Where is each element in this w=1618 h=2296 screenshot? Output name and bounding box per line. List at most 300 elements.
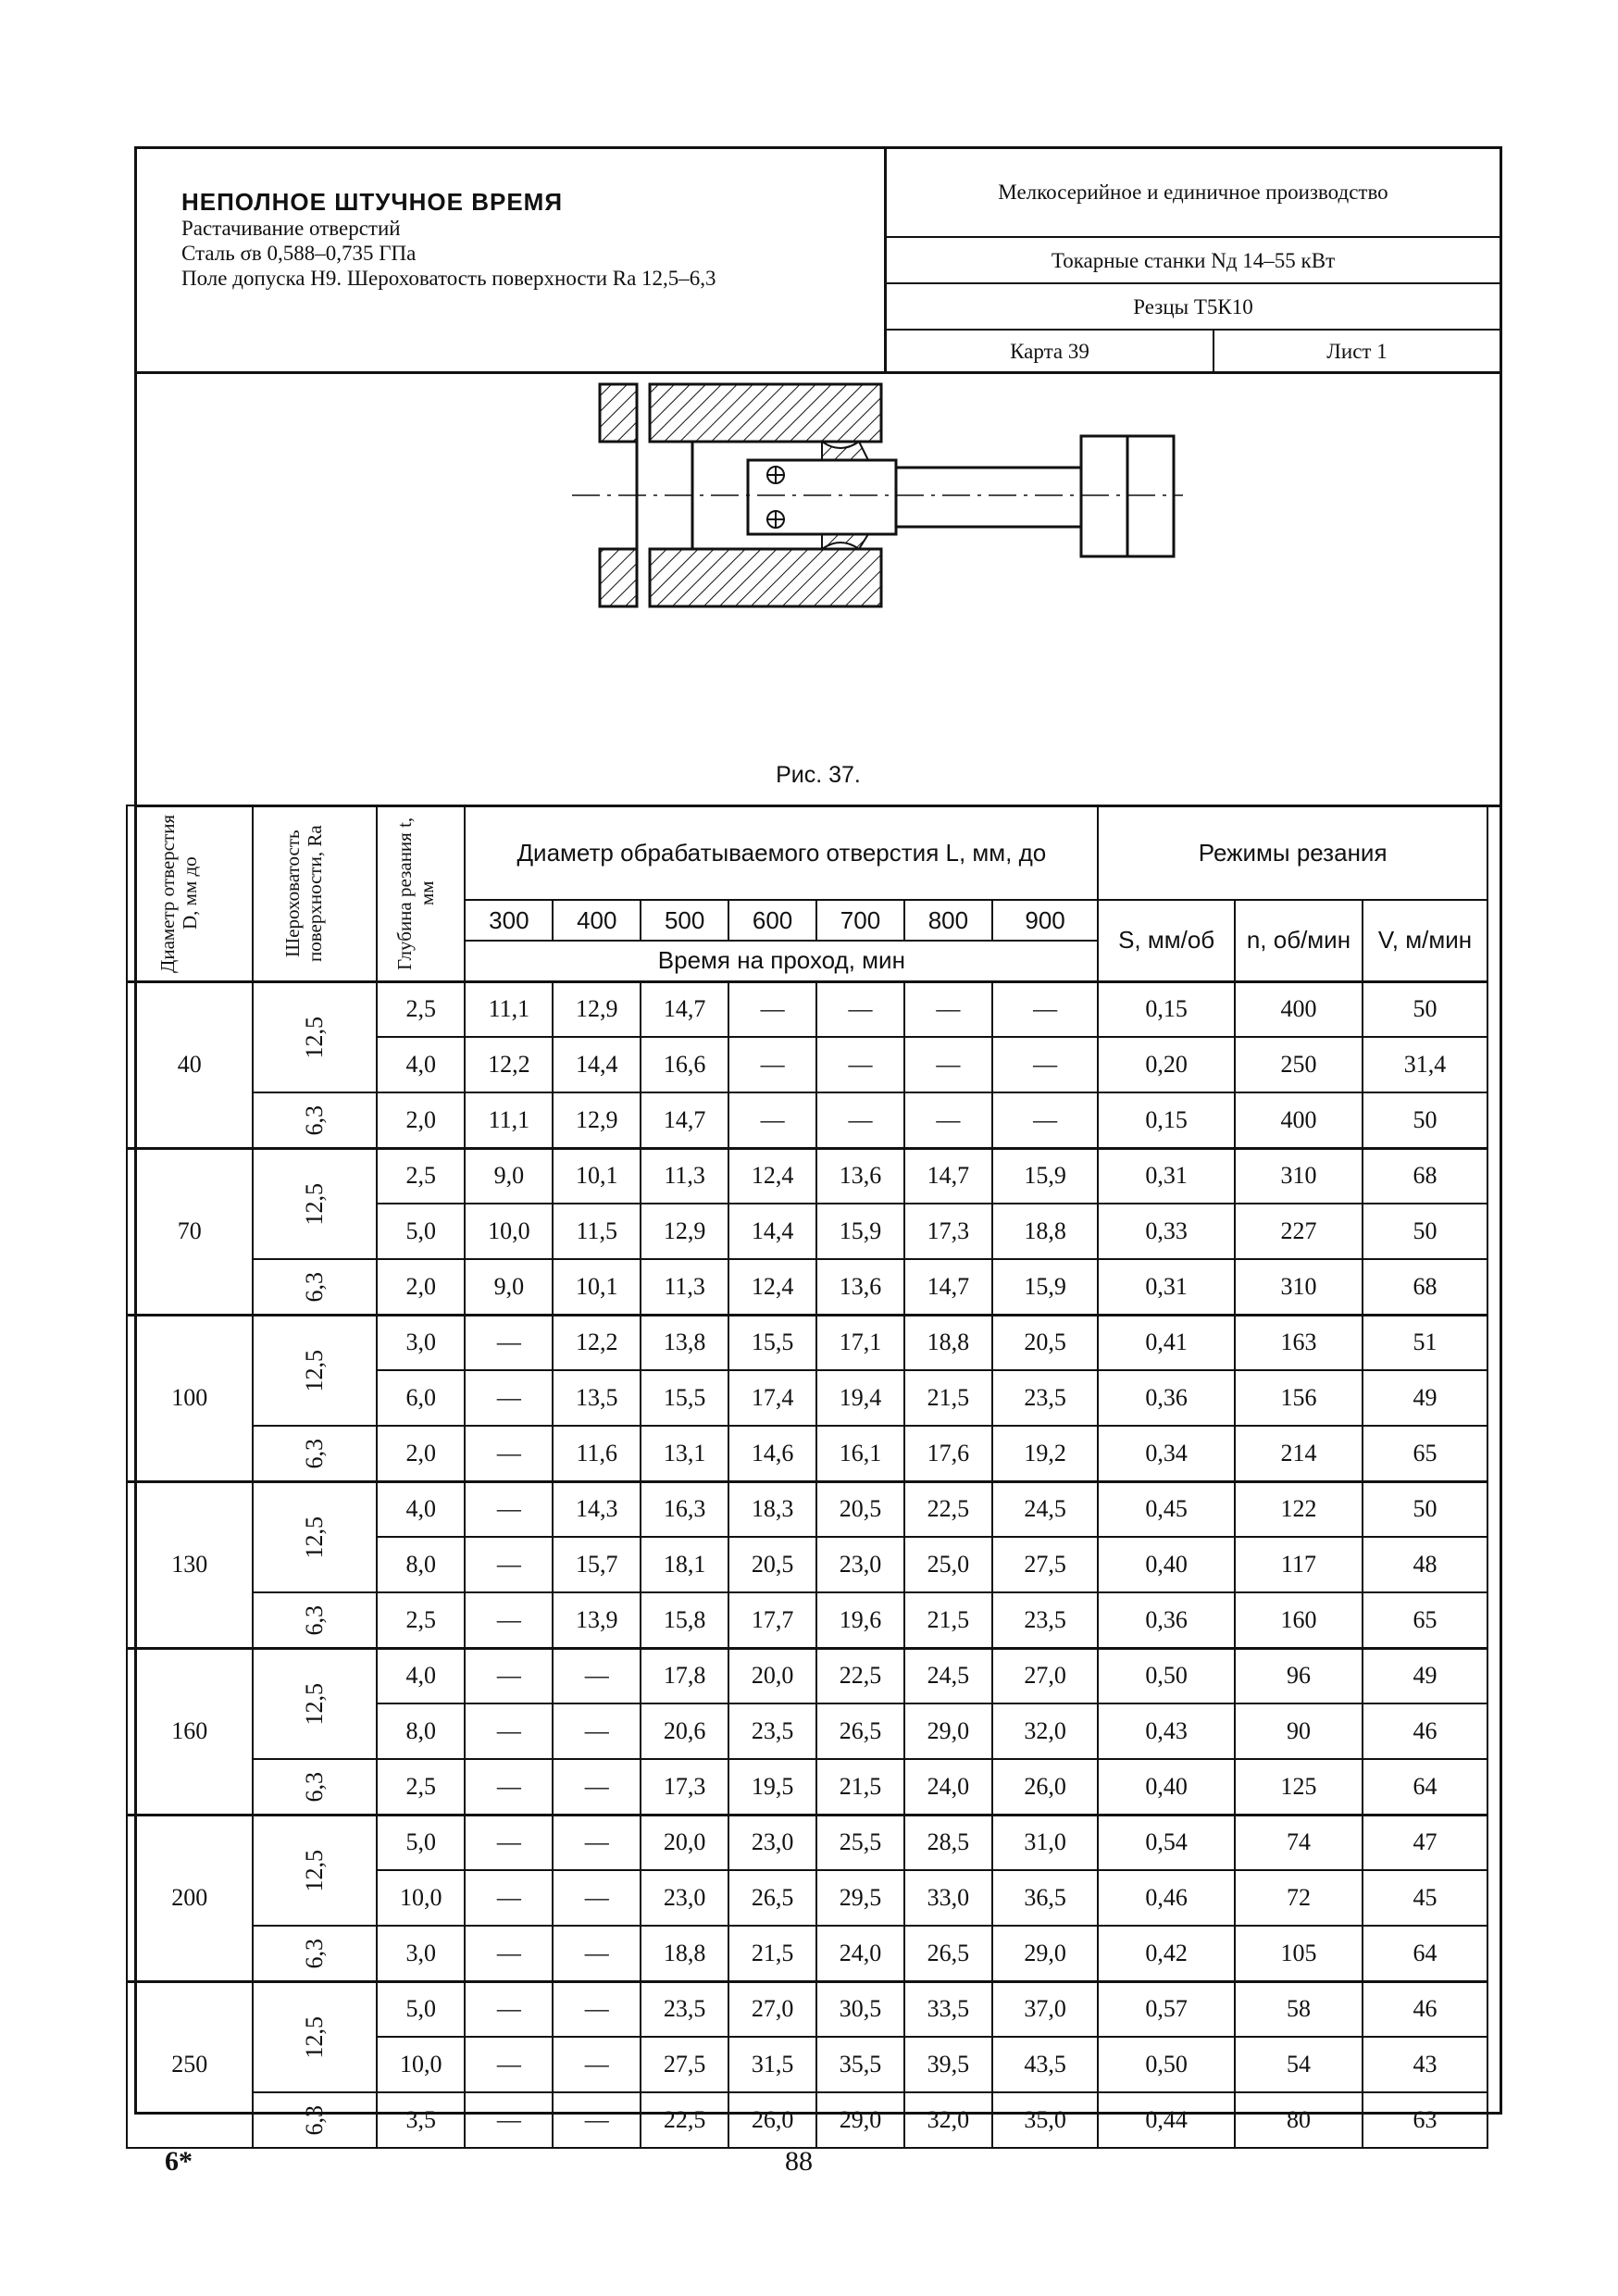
time-cell: 21,5 bbox=[816, 1759, 904, 1815]
feed-cell: 0,57 bbox=[1098, 1981, 1235, 2037]
time-cell: 17,4 bbox=[728, 1370, 816, 1426]
time-cell: 36,5 bbox=[992, 1870, 1098, 1926]
time-cell: — bbox=[553, 1703, 641, 1759]
header-s: S, мм/об bbox=[1098, 900, 1235, 981]
header-time: Время на проход, мин bbox=[465, 941, 1098, 981]
time-cell: 26,5 bbox=[816, 1703, 904, 1759]
time-cell: 17,7 bbox=[728, 1592, 816, 1648]
feed-cell: 0,31 bbox=[1098, 1148, 1235, 1204]
roughness-cell bbox=[253, 1815, 378, 1926]
roughness-cell bbox=[253, 1148, 378, 1259]
time-cell: — bbox=[553, 1926, 641, 1981]
velocity-cell: 31,4 bbox=[1363, 1037, 1487, 1092]
feed-cell: 0,46 bbox=[1098, 1870, 1235, 1926]
speed-rpm-cell: 80 bbox=[1235, 2092, 1363, 2148]
time-cell: — bbox=[553, 1870, 641, 1926]
time-cell: 26,0 bbox=[728, 2092, 816, 2148]
time-cell: 24,0 bbox=[816, 1926, 904, 1981]
feed-cell: 0,34 bbox=[1098, 1426, 1235, 1481]
time-cell: 13,8 bbox=[641, 1315, 728, 1370]
time-cell: 27,0 bbox=[992, 1648, 1098, 1703]
bar-holder bbox=[1081, 436, 1127, 556]
feed-cell: 0,45 bbox=[1098, 1481, 1235, 1537]
time-cell: 14,6 bbox=[728, 1426, 816, 1481]
time-cell: 14,7 bbox=[641, 1092, 728, 1148]
time-cell: — bbox=[992, 1092, 1098, 1148]
time-cell: 16,6 bbox=[641, 1037, 728, 1092]
time-cell: — bbox=[465, 1759, 553, 1815]
velocity-cell: 50 bbox=[1363, 1481, 1487, 1537]
feed-cell: 0,44 bbox=[1098, 2092, 1235, 2148]
workpiece-top-wall bbox=[650, 384, 881, 442]
speed-rpm-cell: 227 bbox=[1235, 1204, 1363, 1259]
time-cell: 10,0 bbox=[465, 1204, 553, 1259]
table-row bbox=[127, 1092, 1487, 1148]
roughness-value: 12,5 bbox=[300, 1016, 328, 1058]
diameter-cell: 70 bbox=[127, 1148, 253, 1315]
time-cell: — bbox=[992, 1037, 1098, 1092]
depth-cell: 6,0 bbox=[377, 1370, 465, 1426]
time-cell: 31,5 bbox=[728, 2037, 816, 2092]
feed-cell: 0,42 bbox=[1098, 1926, 1235, 1981]
feed-cell: 0,31 bbox=[1098, 1259, 1235, 1315]
header-length-700: 700 bbox=[816, 900, 904, 941]
boring-head bbox=[748, 460, 896, 534]
figure-area bbox=[137, 371, 1500, 807]
time-cell: — bbox=[904, 981, 992, 1037]
time-cell: — bbox=[465, 2037, 553, 2092]
time-cell: 9,0 bbox=[465, 1148, 553, 1204]
depth-cell: 5,0 bbox=[377, 1981, 465, 2037]
roughness-value: 12,5 bbox=[300, 2015, 328, 2058]
time-cell: 25,5 bbox=[816, 1815, 904, 1870]
velocity-cell: 63 bbox=[1363, 2092, 1487, 2148]
time-cell: — bbox=[816, 1092, 904, 1148]
cutter-bottom bbox=[822, 534, 868, 549]
table-row bbox=[127, 1926, 1487, 1981]
time-cell: 15,9 bbox=[992, 1259, 1098, 1315]
chuck-top bbox=[600, 384, 637, 442]
time-cell: 13,5 bbox=[553, 1370, 641, 1426]
time-cell: 19,2 bbox=[992, 1426, 1098, 1481]
time-cell: 31,0 bbox=[992, 1815, 1098, 1870]
speed-rpm-cell: 310 bbox=[1235, 1259, 1363, 1315]
time-cell: 12,4 bbox=[728, 1148, 816, 1204]
time-cell: — bbox=[465, 1648, 553, 1703]
time-cell: 21,5 bbox=[904, 1592, 992, 1648]
velocity-cell: 50 bbox=[1363, 1204, 1487, 1259]
time-cell: 23,0 bbox=[728, 1815, 816, 1870]
table-row bbox=[127, 1259, 1487, 1315]
speed-rpm-cell: 72 bbox=[1235, 1870, 1363, 1926]
time-cell: 12,2 bbox=[465, 1037, 553, 1092]
feed-cell: 0,40 bbox=[1098, 1759, 1235, 1815]
workpiece-bottom-wall bbox=[650, 549, 881, 606]
time-cell: 20,0 bbox=[728, 1648, 816, 1703]
cutter-top bbox=[822, 442, 868, 460]
time-cell: 27,0 bbox=[728, 1981, 816, 2037]
velocity-cell: 46 bbox=[1363, 1981, 1487, 2037]
header-length-900: 900 bbox=[992, 900, 1098, 941]
time-cell: — bbox=[816, 1037, 904, 1092]
time-cell: 20,5 bbox=[816, 1481, 904, 1537]
diameter-cell: 250 bbox=[127, 1981, 253, 2148]
time-cell: — bbox=[465, 1370, 553, 1426]
time-cell: 12,9 bbox=[641, 1204, 728, 1259]
time-cell: — bbox=[553, 1981, 641, 2037]
page-mark: 6* bbox=[165, 2146, 193, 2177]
production-type-cell bbox=[887, 149, 1500, 238]
header-length-300: 300 bbox=[465, 900, 553, 941]
depth-cell: 2,5 bbox=[377, 1148, 465, 1204]
time-cell: 32,0 bbox=[992, 1703, 1098, 1759]
table-row bbox=[127, 1592, 1487, 1648]
roughness-value: 12,5 bbox=[300, 1849, 328, 1891]
feed-cell: 0,43 bbox=[1098, 1703, 1235, 1759]
time-cell: 11,6 bbox=[553, 1426, 641, 1481]
feed-cell: 0,36 bbox=[1098, 1370, 1235, 1426]
header-roughness: Шероховатость поверхности, Ra bbox=[253, 805, 378, 981]
page-number: 88 bbox=[785, 2146, 813, 2177]
depth-cell: 2,5 bbox=[377, 1759, 465, 1815]
time-cell: 29,0 bbox=[992, 1926, 1098, 1981]
velocity-cell: 47 bbox=[1363, 1815, 1487, 1870]
speed-rpm-cell: 58 bbox=[1235, 1981, 1363, 2037]
depth-cell: 2,0 bbox=[377, 1426, 465, 1481]
time-cell: 15,7 bbox=[553, 1537, 641, 1592]
velocity-cell: 49 bbox=[1363, 1648, 1487, 1703]
depth-cell: 10,0 bbox=[377, 1870, 465, 1926]
table-row bbox=[127, 1481, 1487, 1537]
roughness-value: 6,3 bbox=[300, 1938, 328, 1968]
time-cell: — bbox=[904, 1037, 992, 1092]
velocity-cell: 68 bbox=[1363, 1148, 1487, 1204]
time-cell: 21,5 bbox=[728, 1926, 816, 1981]
speed-rpm-cell: 400 bbox=[1235, 1092, 1363, 1148]
time-cell: 33,5 bbox=[904, 1981, 992, 2037]
time-cell: 9,0 bbox=[465, 1259, 553, 1315]
card-header bbox=[137, 149, 1500, 374]
header-conditions bbox=[887, 149, 1500, 371]
roughness-value: 12,5 bbox=[300, 1516, 328, 1558]
time-cell: 33,0 bbox=[904, 1870, 992, 1926]
table-row bbox=[127, 1648, 1487, 1703]
time-cell: 15,5 bbox=[641, 1370, 728, 1426]
roughness-cell bbox=[253, 1759, 378, 1815]
time-cell: 17,6 bbox=[904, 1426, 992, 1481]
time-cell: 11,3 bbox=[641, 1148, 728, 1204]
time-cell: — bbox=[465, 1981, 553, 2037]
header-diameter: Диаметр отверстия D, мм до bbox=[127, 805, 253, 981]
time-cell: 12,9 bbox=[553, 1092, 641, 1148]
time-cell: — bbox=[465, 1926, 553, 1981]
time-cell: 23,5 bbox=[728, 1703, 816, 1759]
header-description bbox=[137, 149, 887, 371]
time-cell: 12,2 bbox=[553, 1315, 641, 1370]
velocity-cell: 51 bbox=[1363, 1315, 1487, 1370]
time-cell: 13,6 bbox=[816, 1259, 904, 1315]
time-cell: 20,5 bbox=[728, 1537, 816, 1592]
time-cell: 22,5 bbox=[904, 1481, 992, 1537]
time-cell: — bbox=[465, 1426, 553, 1481]
time-cell: — bbox=[553, 1815, 641, 1870]
table-row bbox=[127, 1426, 1487, 1481]
time-cell: — bbox=[465, 2092, 553, 2148]
time-cell: — bbox=[816, 981, 904, 1037]
roughness-value: 12,5 bbox=[300, 1182, 328, 1225]
feed-cell: 0,41 bbox=[1098, 1315, 1235, 1370]
speed-rpm-cell: 156 bbox=[1235, 1370, 1363, 1426]
header-length-group: Диаметр обрабатываемого отверстия L, мм, до bbox=[465, 805, 1098, 900]
roughness-cell bbox=[253, 1092, 378, 1148]
velocity-cell: 46 bbox=[1363, 1703, 1487, 1759]
roughness-value: 6,3 bbox=[300, 1771, 328, 1802]
material-spec: Сталь σв 0,588–0,735 ГПа bbox=[181, 242, 417, 265]
roughness-cell bbox=[253, 1315, 378, 1426]
header-v: V, м/мин bbox=[1363, 900, 1487, 981]
table-row bbox=[127, 1981, 1487, 2037]
velocity-cell: 43 bbox=[1363, 2037, 1487, 2092]
velocity-cell: 48 bbox=[1363, 1537, 1487, 1592]
speed-rpm-cell: 96 bbox=[1235, 1648, 1363, 1703]
depth-cell: 10,0 bbox=[377, 2037, 465, 2092]
roughness-cell bbox=[253, 1981, 378, 2092]
header-length-800: 800 bbox=[904, 900, 992, 941]
diameter-cell: 200 bbox=[127, 1815, 253, 1981]
time-cell: 32,0 bbox=[904, 2092, 992, 2148]
time-cell: 15,9 bbox=[992, 1148, 1098, 1204]
feed-cell: 0,20 bbox=[1098, 1037, 1235, 1092]
card-title: НЕПОЛНОЕ ШТУЧНОЕ ВРЕМЯ bbox=[181, 188, 564, 216]
velocity-cell: 45 bbox=[1363, 1870, 1487, 1926]
speed-rpm-cell: 214 bbox=[1235, 1426, 1363, 1481]
table-row bbox=[127, 1148, 1487, 1204]
time-cell: 12,9 bbox=[553, 981, 641, 1037]
time-cell: 37,0 bbox=[992, 1981, 1098, 2037]
depth-cell: 2,0 bbox=[377, 1259, 465, 1315]
time-cell: 23,0 bbox=[641, 1870, 728, 1926]
speed-rpm-cell: 160 bbox=[1235, 1592, 1363, 1648]
roughness-cell bbox=[253, 1481, 378, 1592]
depth-cell: 5,0 bbox=[377, 1204, 465, 1259]
time-cell: — bbox=[465, 1592, 553, 1648]
feed-cell: 0,40 bbox=[1098, 1537, 1235, 1592]
roughness-cell bbox=[253, 1259, 378, 1315]
feed-cell: 0,33 bbox=[1098, 1204, 1235, 1259]
time-cell: — bbox=[553, 1648, 641, 1703]
time-cell: 18,8 bbox=[641, 1926, 728, 1981]
time-cell: — bbox=[728, 981, 816, 1037]
time-cell: 16,1 bbox=[816, 1426, 904, 1481]
time-cell: 24,0 bbox=[904, 1759, 992, 1815]
time-cell: 17,1 bbox=[816, 1315, 904, 1370]
table-row bbox=[127, 1315, 1487, 1370]
production-type: Мелкосерийное и единичное производство bbox=[998, 181, 1388, 204]
velocity-cell: 68 bbox=[1363, 1259, 1487, 1315]
time-cell: — bbox=[728, 1037, 816, 1092]
time-cell: — bbox=[992, 981, 1098, 1037]
time-cell: 39,5 bbox=[904, 2037, 992, 2092]
card-number: Карта 39 bbox=[1010, 340, 1089, 363]
feed-cell: 0,15 bbox=[1098, 1092, 1235, 1148]
depth-cell: 2,5 bbox=[377, 981, 465, 1037]
time-cell: 15,8 bbox=[641, 1592, 728, 1648]
velocity-cell: 65 bbox=[1363, 1592, 1487, 1648]
depth-cell: 2,0 bbox=[377, 1092, 465, 1148]
time-cell: 35,0 bbox=[992, 2092, 1098, 2148]
time-cell: 14,7 bbox=[641, 981, 728, 1037]
time-cell: 19,5 bbox=[728, 1759, 816, 1815]
time-cell: — bbox=[728, 1092, 816, 1148]
time-cell: 19,4 bbox=[816, 1370, 904, 1426]
roughness-value: 6,3 bbox=[300, 1604, 328, 1635]
velocity-cell: 65 bbox=[1363, 1426, 1487, 1481]
header-modes-group: Режимы резания bbox=[1098, 805, 1487, 900]
velocity-cell: 50 bbox=[1363, 981, 1487, 1037]
time-cell: 23,5 bbox=[992, 1592, 1098, 1648]
time-cell: 26,5 bbox=[904, 1926, 992, 1981]
speed-rpm-cell: 400 bbox=[1235, 981, 1363, 1037]
speed-rpm-cell: 54 bbox=[1235, 2037, 1363, 2092]
speed-rpm-cell: 74 bbox=[1235, 1815, 1363, 1870]
time-cell: 27,5 bbox=[641, 2037, 728, 2092]
time-cell: 11,5 bbox=[553, 1204, 641, 1259]
roughness-value: 6,3 bbox=[300, 1271, 328, 1302]
time-cell: — bbox=[465, 1870, 553, 1926]
roughness-cell bbox=[253, 981, 378, 1092]
roughness-cell bbox=[253, 1592, 378, 1648]
time-cell: 15,5 bbox=[728, 1315, 816, 1370]
time-cell: — bbox=[904, 1092, 992, 1148]
time-cell: 29,5 bbox=[816, 1870, 904, 1926]
cutters: Резцы Т5К10 bbox=[1133, 295, 1253, 318]
time-cell: 19,6 bbox=[816, 1592, 904, 1648]
speed-rpm-cell: 163 bbox=[1235, 1315, 1363, 1370]
time-cell: 43,5 bbox=[992, 2037, 1098, 2092]
feed-cell: 0,50 bbox=[1098, 2037, 1235, 2092]
time-cell: 11,3 bbox=[641, 1259, 728, 1315]
time-cell: — bbox=[465, 1481, 553, 1537]
roughness-cell bbox=[253, 1926, 378, 1981]
chuck-bottom bbox=[600, 549, 637, 606]
table-row bbox=[127, 981, 1487, 1037]
header-n: n, об/мин bbox=[1235, 900, 1363, 981]
sheet-number: Лист 1 bbox=[1326, 340, 1388, 363]
velocity-cell: 64 bbox=[1363, 1926, 1487, 1981]
depth-cell: 4,0 bbox=[377, 1648, 465, 1703]
velocity-cell: 64 bbox=[1363, 1759, 1487, 1815]
time-cell: 30,5 bbox=[816, 1981, 904, 2037]
boring-drawing bbox=[137, 371, 1500, 805]
time-cell: 23,5 bbox=[992, 1370, 1098, 1426]
table-row bbox=[127, 1759, 1487, 1815]
header-length-500: 500 bbox=[641, 900, 728, 941]
time-cell: 29,0 bbox=[904, 1703, 992, 1759]
header-length-400: 400 bbox=[553, 900, 641, 941]
machines-cell bbox=[887, 238, 1500, 284]
header-depth: Глубина резания t, мм bbox=[377, 805, 465, 981]
machines: Токарные станки Nд 14–55 кВт bbox=[1051, 249, 1336, 272]
time-cell: 17,8 bbox=[641, 1648, 728, 1703]
time-cell: 16,3 bbox=[641, 1481, 728, 1537]
time-cell: — bbox=[465, 1315, 553, 1370]
roughness-value: 12,5 bbox=[300, 1682, 328, 1725]
diameter-cell: 130 bbox=[127, 1481, 253, 1648]
time-cell: 21,5 bbox=[904, 1370, 992, 1426]
figure-caption: Рис. 37. bbox=[776, 762, 861, 788]
time-cell: 18,8 bbox=[992, 1204, 1098, 1259]
roughness-cell bbox=[253, 1426, 378, 1481]
time-cell: 28,5 bbox=[904, 1815, 992, 1870]
time-cell: 17,3 bbox=[904, 1204, 992, 1259]
time-cell: 20,0 bbox=[641, 1815, 728, 1870]
time-cell: 29,0 bbox=[816, 2092, 904, 2148]
speed-rpm-cell: 105 bbox=[1235, 1926, 1363, 1981]
depth-cell: 4,0 bbox=[377, 1037, 465, 1092]
time-cell: 23,5 bbox=[641, 1981, 728, 2037]
time-cell: 13,1 bbox=[641, 1426, 728, 1481]
time-cell: 24,5 bbox=[992, 1481, 1098, 1537]
depth-cell: 2,5 bbox=[377, 1592, 465, 1648]
time-cell: — bbox=[465, 1537, 553, 1592]
header-length-600: 600 bbox=[728, 900, 816, 941]
time-cell: 14,3 bbox=[553, 1481, 641, 1537]
norm-card bbox=[134, 146, 1502, 2136]
time-cell: 14,7 bbox=[904, 1259, 992, 1315]
time-cell: 23,0 bbox=[816, 1537, 904, 1592]
depth-cell: 5,0 bbox=[377, 1815, 465, 1870]
time-cell: 20,6 bbox=[641, 1703, 728, 1759]
time-cell: 22,5 bbox=[816, 1648, 904, 1703]
depth-cell: 8,0 bbox=[377, 1537, 465, 1592]
time-cell: 22,5 bbox=[641, 2092, 728, 2148]
speed-rpm-cell: 117 bbox=[1235, 1537, 1363, 1592]
time-cell: — bbox=[553, 2092, 641, 2148]
time-cell: 18,3 bbox=[728, 1481, 816, 1537]
time-cell: 11,1 bbox=[465, 981, 553, 1037]
time-norms-table bbox=[126, 805, 1488, 2149]
speed-rpm-cell: 122 bbox=[1235, 1481, 1363, 1537]
time-cell: 27,5 bbox=[992, 1537, 1098, 1592]
roughness-value: 6,3 bbox=[300, 1104, 328, 1135]
tolerance-spec: Поле допуска Н9. Шероховатость поверхности Ra 12,5–6,3 bbox=[181, 267, 716, 290]
speed-rpm-cell: 250 bbox=[1235, 1037, 1363, 1092]
time-cell: 13,9 bbox=[553, 1592, 641, 1648]
time-cell: 11,1 bbox=[465, 1092, 553, 1148]
feed-cell: 0,15 bbox=[1098, 981, 1235, 1037]
time-cell: — bbox=[465, 1815, 553, 1870]
time-cell: 17,3 bbox=[641, 1759, 728, 1815]
time-cell: 26,5 bbox=[728, 1870, 816, 1926]
depth-cell: 8,0 bbox=[377, 1703, 465, 1759]
depth-cell: 3,5 bbox=[377, 2092, 465, 2148]
roughness-value: 6,3 bbox=[300, 2104, 328, 2136]
time-cell: 18,1 bbox=[641, 1537, 728, 1592]
time-cell: — bbox=[465, 1703, 553, 1759]
time-cell: 14,4 bbox=[553, 1037, 641, 1092]
time-cell: 14,4 bbox=[728, 1204, 816, 1259]
diameter-cell: 160 bbox=[127, 1648, 253, 1815]
velocity-cell: 49 bbox=[1363, 1370, 1487, 1426]
time-cell: — bbox=[553, 2037, 641, 2092]
speed-rpm-cell: 310 bbox=[1235, 1148, 1363, 1204]
feed-cell: 0,50 bbox=[1098, 1648, 1235, 1703]
speed-rpm-cell: 125 bbox=[1235, 1759, 1363, 1815]
roughness-value: 12,5 bbox=[300, 1349, 328, 1391]
feed-cell: 0,36 bbox=[1098, 1592, 1235, 1648]
sheet-number-cell bbox=[1213, 331, 1500, 371]
cutters-cell bbox=[887, 284, 1500, 331]
